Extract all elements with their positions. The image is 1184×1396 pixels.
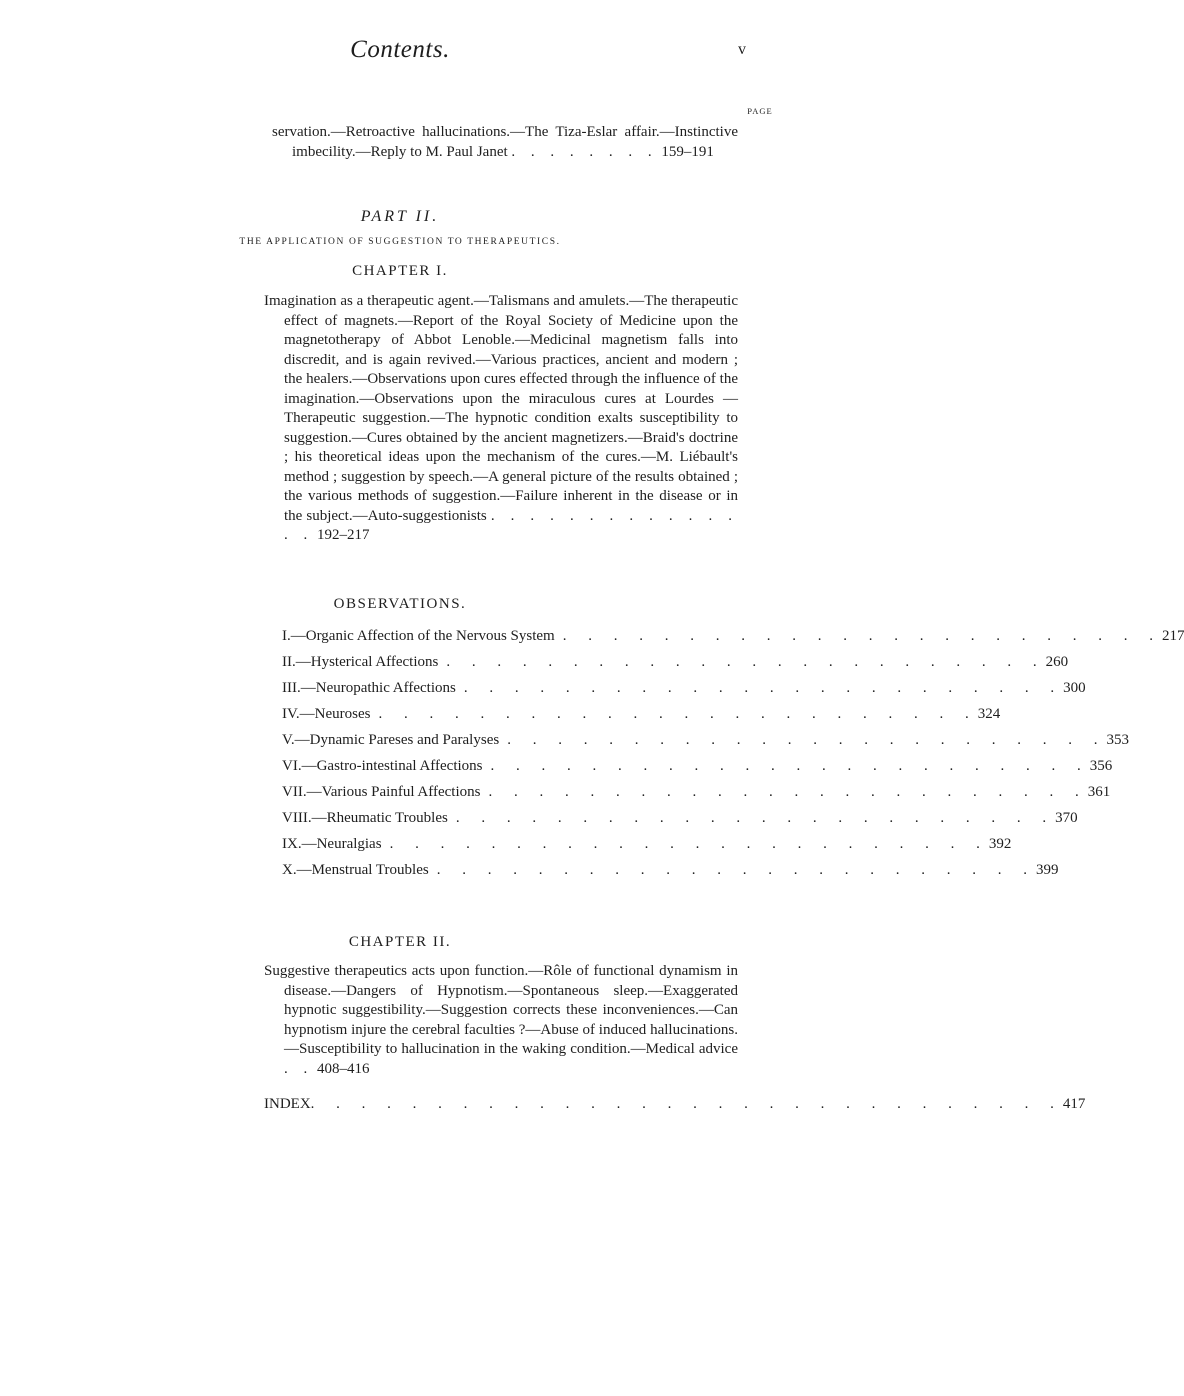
part-subtitle: THE APPLICATION OF SUGGESTION TO THERAPEUTICS. bbox=[239, 237, 561, 247]
dot-leader: . . . . . . . . . . . . . . . . . . . . . . . . bbox=[455, 810, 1056, 826]
item-page: 300 bbox=[1063, 680, 1086, 696]
chapter2-entry bbox=[264, 962, 738, 1079]
observations-title: OBSERVATIONS. bbox=[333, 596, 467, 612]
item-title: Menstrual Troubles bbox=[311, 862, 429, 878]
index-entry bbox=[264, 1096, 1086, 1113]
item-page: 370 bbox=[1055, 810, 1078, 826]
chapter1-title: CHAPTER I. bbox=[352, 263, 448, 279]
list-item: VIII. — Rheumatic Troubles . . . . . . . . . . . . . . . . . . . . . . . . 370 bbox=[282, 810, 1078, 826]
item-numeral: V. bbox=[282, 732, 295, 748]
list-item: VI. — Gastro-intestinal Affections . . . . . . . . . . . . . . . . . . . . . . . . 356 bbox=[282, 758, 1113, 774]
item-numeral: VIII. bbox=[282, 810, 312, 826]
index-label: INDEX bbox=[264, 1096, 311, 1112]
item-numeral: III. bbox=[282, 680, 301, 696]
item-numeral: IV. bbox=[282, 706, 300, 722]
item-numeral: VII. bbox=[282, 784, 307, 800]
list-item: IX. — Neuralgias . . . . . . . . . . . . . . . . . . . . . . . . 392 bbox=[282, 836, 1012, 852]
item-numeral: IX. bbox=[282, 836, 302, 852]
dot-leader: . . . . . . . . . . . . . . . . . . . . . . . . bbox=[507, 732, 1107, 748]
dot-leader: . . . . . . . . . . . . . . . . . . . . . . . . bbox=[446, 654, 1046, 670]
item-numeral: X. bbox=[282, 862, 297, 878]
continued-entry bbox=[272, 123, 738, 162]
list-item: V. — Dynamic Pareses and Paralyses . . . . . . . . . . . . . . . . . . . . . . . . 353 bbox=[282, 732, 1129, 748]
dot-leader: . . . . . . . . . . . . . . . . . . . . . . . . . . . . . . bbox=[310, 1096, 1063, 1112]
continued-entry-pages: 159–191 bbox=[661, 143, 714, 160]
index-page: 417 bbox=[1062, 1096, 1086, 1112]
item-page: 324 bbox=[977, 706, 1001, 722]
list-item: II. — Hysterical Affections . . . . . . . . . . . . . . . . . . . . . . . . 260 bbox=[282, 654, 1069, 670]
page-number: v bbox=[738, 41, 746, 58]
item-title: Gastro-intestinal Affections bbox=[316, 758, 483, 774]
page-column-label: PAGE bbox=[747, 106, 773, 116]
list-item: I. — Organic Affection of the Nervous System . . . . . . . . . . . . . . . . . . . . . . . . 217 bbox=[282, 628, 1184, 644]
item-numeral: II. bbox=[282, 654, 296, 670]
dot-leader: . . . . . . . . . . . . . . . . . . . . . . . . bbox=[562, 628, 1162, 644]
part-title: PART II. bbox=[360, 208, 440, 225]
item-page: 361 bbox=[1087, 784, 1111, 800]
item-page: 356 bbox=[1089, 758, 1113, 774]
item-page: 392 bbox=[988, 836, 1012, 852]
chapter1-pages: 192–217 bbox=[317, 527, 370, 543]
dot-leader: . . . . . . . . . . . . . . . . . . . . . . . . bbox=[378, 706, 978, 722]
list-item: X. — Menstrual Troubles . . . . . . . . . . . . . . . . . . . . . . . . 399 bbox=[282, 862, 1059, 878]
list-item: VII. — Various Painful Affections . . . . . . . . . . . . . . . . . . . . . . . . 361 bbox=[282, 784, 1111, 800]
item-title: Neuroses bbox=[314, 706, 371, 722]
dot-leader: . . . . . . . . . . . . . . . bbox=[284, 507, 739, 543]
item-title: Neuralgias bbox=[316, 836, 382, 852]
dot-leader: . . . . . . . . . . . . . . . . . . . . . . . . bbox=[463, 680, 1064, 696]
item-page: 260 bbox=[1045, 654, 1069, 670]
item-title: Neuropathic Affections bbox=[315, 680, 456, 696]
dot-leader: . . . . . . . . . . . . . . . . . . . . . . . . bbox=[490, 758, 1090, 774]
dot-leader: . . . . . . . . . . . . . . . . . . . . . . . . bbox=[488, 784, 1088, 800]
chapter1-entry bbox=[264, 292, 738, 546]
chapter1-text: Imagination as a therapeutic agent.—Talismans and amulets.—The therapeutic effect of magnets.—Report of the Royal Society of Medicine upon the magnetotherapy of Abbot Lenoble.—Medicinal magnetism falls into discredit, and is again revived.—Various practices, ancient and modern ; the healers.—Observations upon cures effected through the influence of the imagination.—Observations upon the miraculous cures at Lourdes —Therapeutic suggestion.—The hypnotic condition exalts susceptibility to suggestion.—Cures obtained by the ancient magnetizers.—Braid's doctrine ; his theoretical ideas upon the mechanism of the cures.—M. Liébault's method ; suggestion by speech.—A general picture of the results obtained ; the various methods of suggestion.—Failure inherent in the disease or in the subject.—Auto-suggestionists bbox=[264, 293, 738, 524]
observations-list bbox=[282, 628, 1184, 888]
dot-leader: . . . . . . . . bbox=[511, 143, 658, 160]
item-title: Various Painful Affections bbox=[321, 784, 481, 800]
item-title: Hysterical Affections bbox=[310, 654, 439, 670]
list-item: IV. — Neuroses . . . . . . . . . . . . . . . . . . . . . . . . 324 bbox=[282, 706, 1001, 722]
list-item: III. — Neuropathic Affections . . . . . . . . . . . . . . . . . . . . . . . . 300 bbox=[282, 680, 1086, 696]
dot-leader: . . bbox=[284, 1060, 314, 1077]
chapter2-pages: 408–416 bbox=[317, 1060, 370, 1077]
chapter2-text: Suggestive therapeutics acts upon function.—Rôle of functional dynamism in disease.—Dangers of Hypnotism.—Spontaneous sleep.—Exaggerated hypnotic suggestibility.—Suggestion corrects these inconveniences.—Can hypnotism injure the cerebral faculties ?—Abuse of induced hallucinations.—Susceptibility to hallucination in the waking condition.—Medical advice bbox=[264, 963, 738, 1057]
chapter2-title: CHAPTER II. bbox=[348, 934, 452, 950]
item-numeral: VI. bbox=[282, 758, 302, 774]
item-numeral: I. bbox=[282, 628, 291, 644]
running-title: Contents. bbox=[350, 36, 450, 63]
dot-leader: . . . . . . . . . . . . . . . . . . . . . . . . bbox=[389, 836, 989, 852]
item-title: Dynamic Pareses and Paralyses bbox=[309, 732, 500, 748]
continued-entry-text: servation.—Retroactive hallucinations.—The Tiza-Eslar affair.—Instinctive imbecility.—Reply to M. Paul Janet bbox=[272, 124, 738, 160]
item-page: 217 bbox=[1161, 628, 1184, 644]
item-title: Organic Affection of the Nervous System bbox=[305, 628, 555, 644]
item-page: 399 bbox=[1035, 862, 1059, 878]
item-title: Rheumatic Troubles bbox=[326, 810, 448, 826]
dot-leader: . . . . . . . . . . . . . . . . . . . . . . . . bbox=[436, 862, 1036, 878]
item-page: 353 bbox=[1106, 732, 1129, 748]
